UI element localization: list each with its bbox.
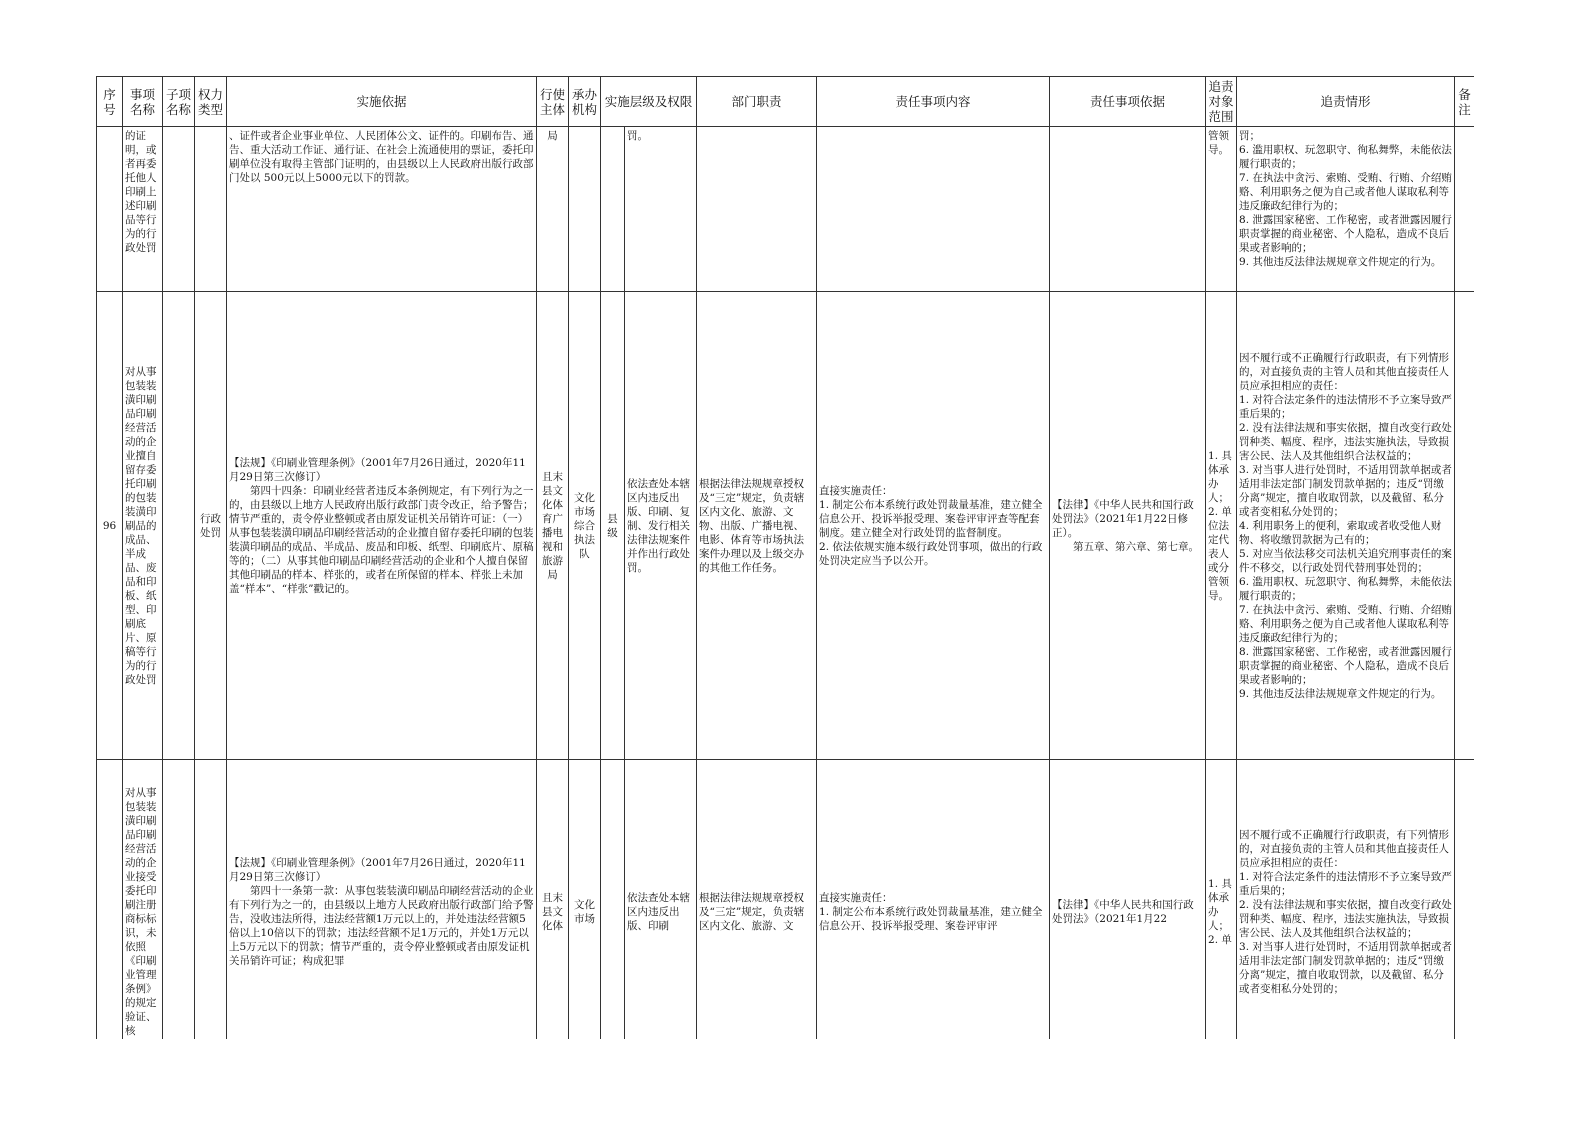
cell-resp-content	[817, 127, 1050, 292]
header-sub-item: 子项名称	[163, 77, 195, 127]
cell-subject: 且末县文化体	[537, 760, 569, 1040]
cell-power-type: 行政处罚	[195, 292, 227, 760]
cell-org: 文化市场	[569, 760, 601, 1040]
cell-cases: 因不履行或不正确履行行政职责，有下列情形的，对直接负责的主管人员和其他直接责任人员应承担相应的责任： 1. 对符合法定条件的违法情形不予立案导致严重后果的； 2. 没有法律法规和事实依据，擅自改变行政处罚种类、幅度、程序，违法实施执法，导致损害公民、法人及其他组织合法权益的； 3. 对当事人进行处罚时，不适用罚款单据或者适用非法定部门制发罚款单据的；违反“罚缴分离”规定，擅自收取罚款，以及截留、私分或者变相私分处罚的；	[1237, 760, 1455, 1040]
cell-seq	[97, 127, 123, 292]
cell-scope: 1. 具体承办人； 2. 单位法定代表人或分管领导。	[1206, 292, 1237, 760]
cell-dept-duty: 根据法律法规规章授权及“三定”规定，负责辖区内文化、旅游、文	[697, 760, 817, 1040]
header-scope: 追责对象范围	[1206, 77, 1237, 127]
cell-sub-item	[163, 292, 195, 760]
cell-dept-duty: 根据法律法规规章授权及“三定”规定，负责辖区内文化、旅游、文物、出版、广播电视、电影、体育等市场执法案件办理以及上级交办的其他工作任务。	[697, 292, 817, 760]
header-org: 承办机构	[569, 77, 601, 127]
header-resp-content: 责任事项内容	[817, 77, 1050, 127]
cell-level-b: 罚。	[625, 127, 697, 292]
cell-basis: 【法规】《印刷业管理条例》（2001年7月26日通过，2020年11月29日第三次修订） 第四十四条：印刷业经营者违反本条例规定，有下列行为之一的，由县级以上地方人民政府出版行政部门责令改正，给予警告；情节严重的，责令停业整顿或者由原发证机关吊销许可证：（一）从事包装装潢印刷品印刷经营活动的企业擅自留存委托印刷的包装装潢印刷品的成品、半成品、废品和印板、纸型、印刷底片、原稿等的；（二）从事其他印刷品印刷经营活动的企业和个人擅自保留其他印刷品的样本、样张的，或者在所保留的样本、样张上未加盖“样本”、“样张”戳记的。	[227, 292, 537, 760]
cell-scope: 管领导。	[1206, 127, 1237, 292]
cell-scope: 1. 具体承办人； 2. 单	[1206, 760, 1237, 1040]
cell-note	[1455, 760, 1474, 1040]
cell-level-a	[601, 760, 625, 1040]
cell-item-name: 对从事包装装潢印刷品印刷经营活动的企业接受委托印刷注册商标标识，未依照《印刷业管理条例》的规定验证、核	[123, 760, 163, 1040]
cell-subject: 局	[537, 127, 569, 292]
cell-seq	[97, 760, 123, 1040]
table-row	[97, 127, 1475, 292]
cell-basis: 【法规】《印刷业管理条例》（2001年7月26日通过，2020年11月29日第三次修订） 第四十一条第一款：从事包装装潢印刷品印刷经营活动的企业有下列行为之一的，由县级以上地方人民政府出版行政部门给予警告，没收违法所得，违法经营额1万元以上的，并处违法经营额5倍以上10倍以下的罚款；违法经营额不足1万元的，并处1万元以上5万元以下的罚款；情节严重的，责令停业整顿或者由原发证机关吊销许可证；构成犯罪	[227, 760, 537, 1040]
cell-level-b: 依法查处本辖区内违反出版、印刷、复制、发行相关法律法规案件并作出行政处罚。	[625, 292, 697, 760]
header-item-name: 事项名称	[123, 77, 163, 127]
cell-sub-item	[163, 127, 195, 292]
cell-resp-basis: 【法律】《中华人民共和国行政处罚法》（2021年1月22	[1050, 760, 1206, 1040]
header-subject: 行使主体	[537, 77, 569, 127]
power-list-table	[96, 76, 1474, 1039]
header-basis: 实施依据	[227, 77, 537, 127]
header-cases: 追责情形	[1237, 77, 1455, 127]
cell-item-name: 的证明，或者再委托他人印刷上述印刷品等行为的行政处罚	[123, 127, 163, 292]
cell-org	[569, 127, 601, 292]
cell-cases: 因不履行或不正确履行行政职责，有下列情形的，对直接负责的主管人员和其他直接责任人员应承担相应的责任： 1. 对符合法定条件的违法情形不予立案导致严重后果的； 2. 没有法律法规和事实依据，擅自改变行政处罚种类、幅度、程序，违法实施执法，导致损害公民、法人及其他组织合法权益的； 3. 对当事人进行处罚时，不适用罚款单据或者适用非法定部门制发罚款单据的；违反“罚缴分离”规定，擅自收取罚款，以及截留、私分或者变相私分处罚的； 4. 利用职务上的便利，索取或者收受他人财物、将收缴罚款据为己有的； 5. 对应当依法移交司法机关追究刑事责任的案件不移交，以行政处罚代替刑事处罚的； 6. 滥用职权、玩忽职守、徇私舞弊，未能依法履行职责的； 7. 在执法中贪污、索贿、受贿、行贿、介绍贿赂、利用职务之便为自己或者他人谋取私利等违反廉政纪律行为的； 8. 泄露国家秘密、工作秘密，或者泄露因履行职责掌握的商业秘密、个人隐私，造成不良后果或者影响的； 9. 其他违反法律法规规章文件规定的行为。	[1237, 292, 1455, 760]
header-note: 备注	[1455, 77, 1474, 127]
header-level: 实施层级及权限	[601, 77, 697, 127]
cell-seq: 96	[97, 292, 123, 760]
cell-level-b: 依法查处本辖区内违反出版、印刷	[625, 760, 697, 1040]
cell-level-a	[601, 127, 625, 292]
header-row	[97, 77, 1475, 127]
cell-resp-basis	[1050, 127, 1206, 292]
cell-level-a: 县级	[601, 292, 625, 760]
cell-sub-item	[163, 760, 195, 1040]
cell-resp-content: 直接实施责任： 1. 制定公布本系统行政处罚裁量基准，建立健全信息公开、投诉举报受理、案卷评审评	[817, 760, 1050, 1040]
table-row	[97, 292, 1475, 760]
cell-subject: 且末县文化体育广播电视和旅游局	[537, 292, 569, 760]
power-list-sheet	[96, 76, 1474, 1039]
cell-note	[1455, 127, 1474, 292]
cell-resp-basis: 【法律】《中华人民共和国行政处罚法》（2021年1月22日修正）。 第五章、第六章、第七章。	[1050, 292, 1206, 760]
cell-note	[1455, 292, 1474, 760]
header-resp-basis: 责任事项依据	[1050, 77, 1206, 127]
cell-basis: 、证件或者企业事业单位、人民团体公文、证件的。印刷布告、通告、重大活动工作证、通行证、在社会上流通使用的票证，委托印刷单位没有取得主管部门证明的，由县级以上人民政府出版行政部门处以 500元以上5000元以下的罚款。	[227, 127, 537, 292]
cell-cases: 罚； 6. 滥用职权、玩忽职守、徇私舞弊，未能依法履行职责的； 7. 在执法中贪污、索贿、受贿、行贿、介绍贿赂、利用职务之便为自己或者他人谋取私利等违反廉政纪律行为的； 8. 泄露国家秘密、工作秘密，或者泄露因履行职责掌握的商业秘密、个人隐私，造成不良后果或者影响的； 9. 其他违反法律法规规章文件规定的行为。	[1237, 127, 1455, 292]
cell-power-type	[195, 760, 227, 1040]
header-seq: 序号	[97, 77, 123, 127]
cell-resp-content: 直接实施责任： 1. 制定公布本系统行政处罚裁量基准，建立健全信息公开、投诉举报受理、案卷评审评查等配套制度。建立健全对行政处罚的监督制度。 2. 依法依规实施本级行政处罚事项，做出的行政处罚决定应当予以公开。	[817, 292, 1050, 760]
cell-item-name: 对从事包装装潢印刷品印刷经营活动的企业擅自留存委托印刷的包装装潢印刷品的成品、半成品、废品和印板、纸型、印刷底片、原稿等行为的行政处罚	[123, 292, 163, 760]
cell-dept-duty	[697, 127, 817, 292]
header-dept-duty: 部门职责	[697, 77, 817, 127]
cell-org: 文化市场综合执法队	[569, 292, 601, 760]
cell-power-type	[195, 127, 227, 292]
header-power-type: 权力类型	[195, 77, 227, 127]
table-row	[97, 760, 1475, 1040]
